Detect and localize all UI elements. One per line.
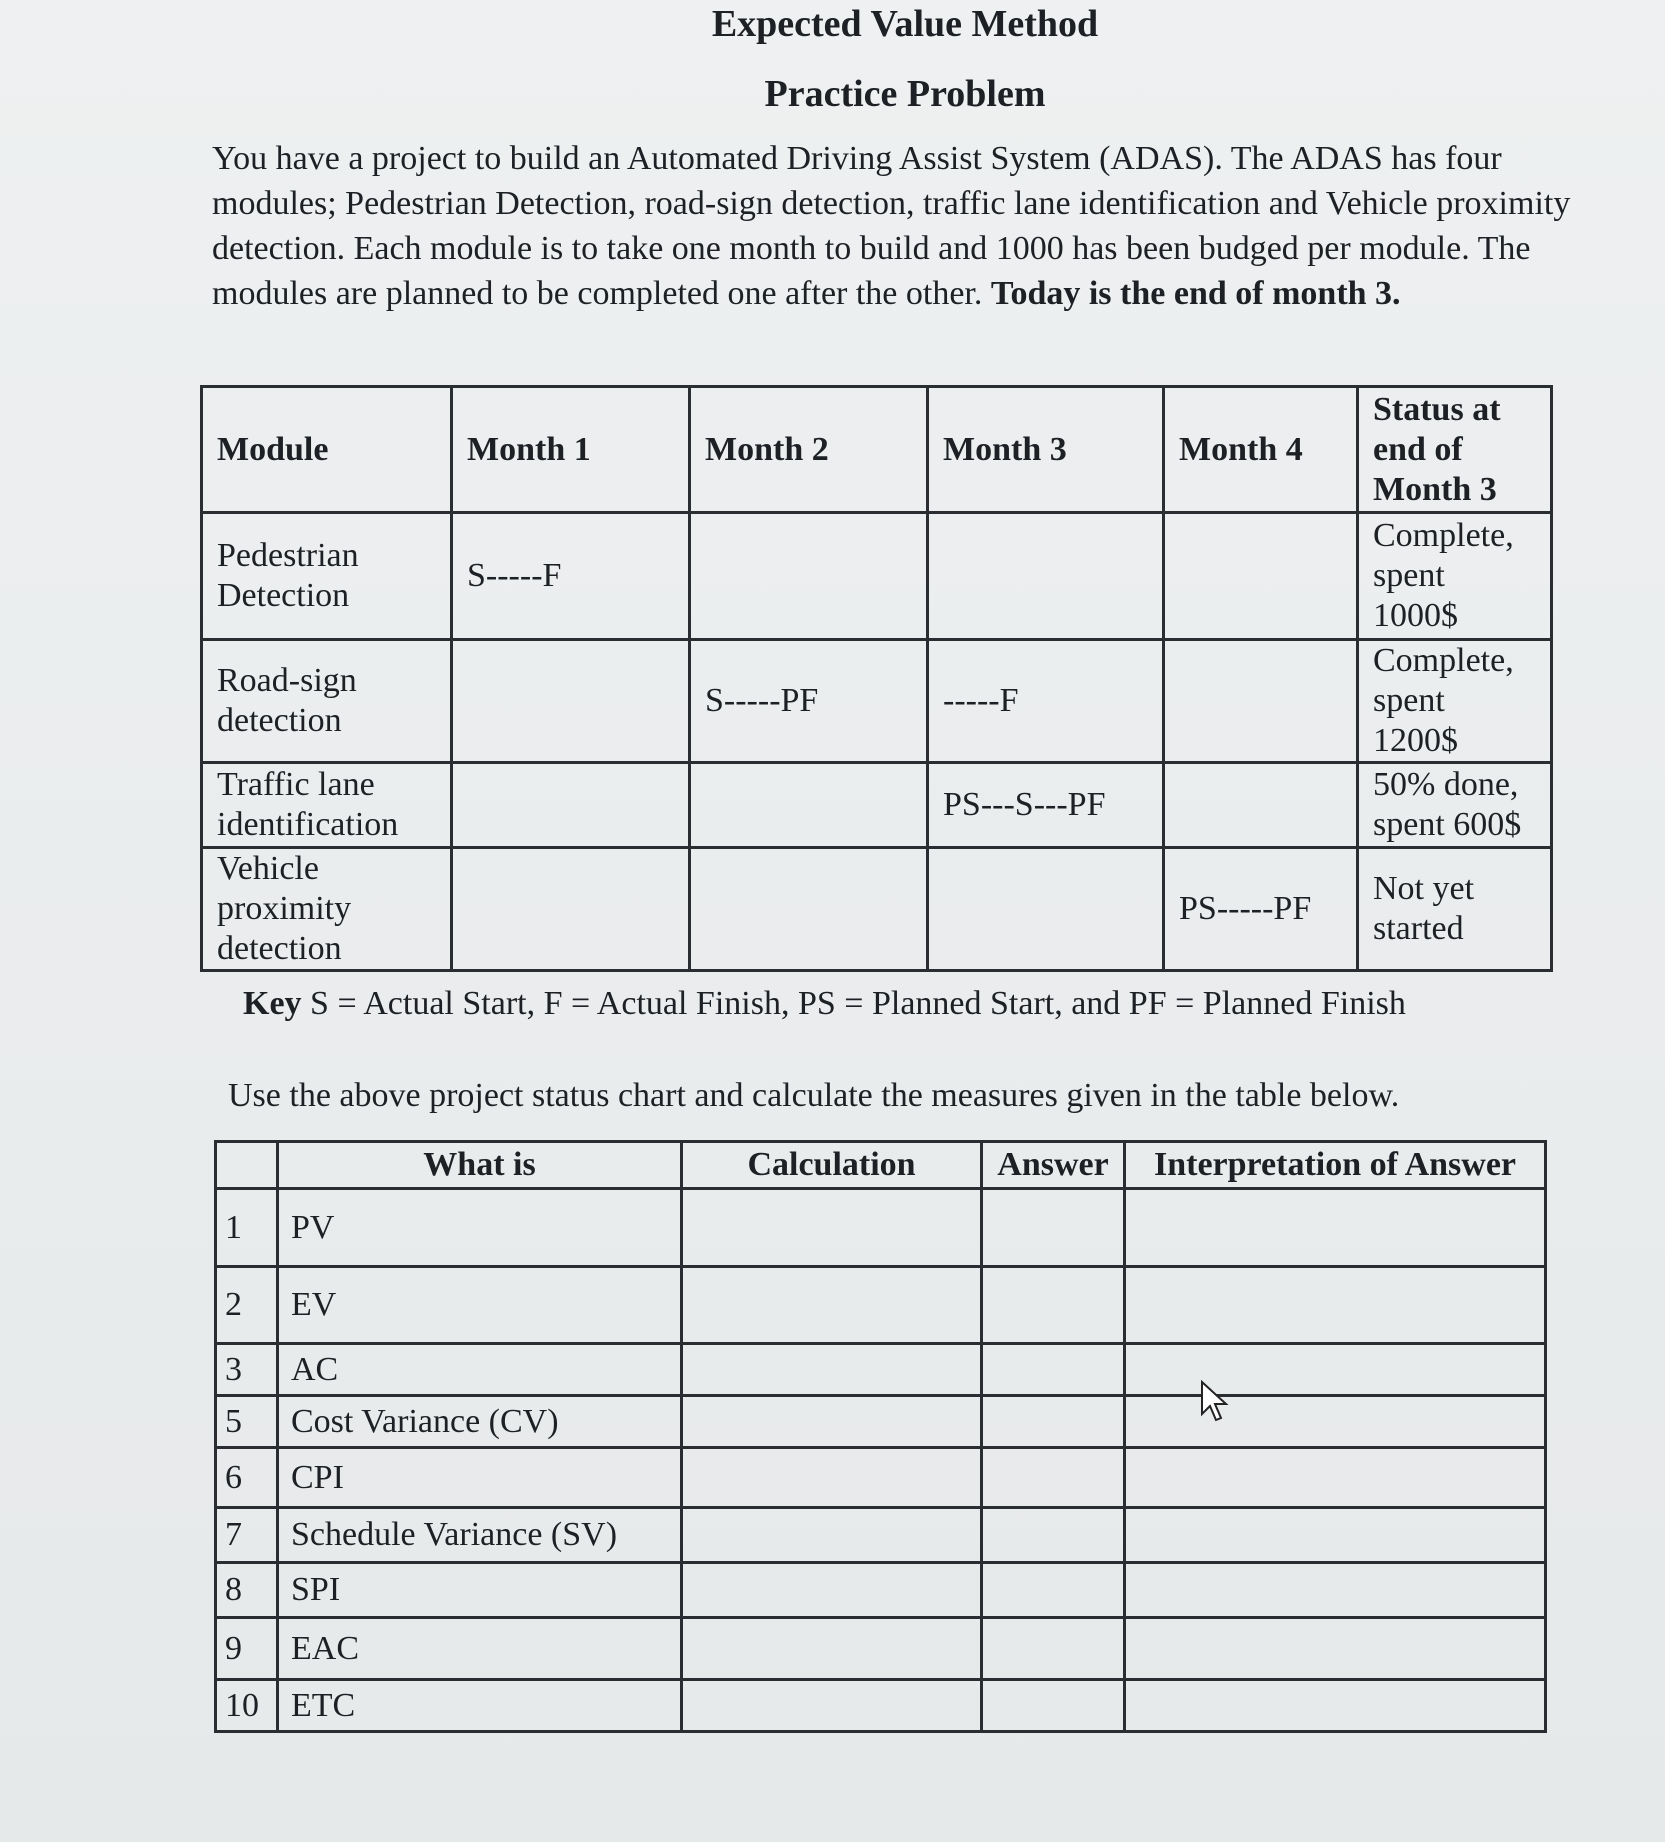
measure-name: SPI <box>278 1563 682 1618</box>
col-header-module: Module <box>202 387 452 513</box>
col-header-month-4: Month 4 <box>1164 387 1358 513</box>
table-row <box>202 513 1552 640</box>
answer-cell[interactable] <box>982 1563 1125 1618</box>
status-cell: Complete, spent 1200$ <box>1358 640 1552 763</box>
row-number: 8 <box>216 1563 278 1618</box>
table-row <box>202 763 1552 848</box>
calculation-cell[interactable] <box>682 1344 982 1396</box>
measure-name: Schedule Variance (SV) <box>278 1508 682 1563</box>
answer-cell[interactable] <box>982 1344 1125 1396</box>
answer-cell[interactable] <box>982 1508 1125 1563</box>
key-text: S = Actual Start, F = Actual Finish, PS = Planned Start, and PF = Planned Finish <box>310 985 1406 1022</box>
module-name: Vehicle proximity detection <box>202 848 452 971</box>
module-name: Road-sign detection <box>202 640 452 763</box>
table-row <box>202 640 1552 763</box>
month-1-cell: S-----F <box>452 513 690 640</box>
table-row <box>216 1618 1546 1680</box>
table-row <box>216 1267 1546 1344</box>
row-number: 7 <box>216 1508 278 1563</box>
measure-name: EV <box>278 1267 682 1344</box>
calculation-cell[interactable] <box>682 1508 982 1563</box>
row-number: 10 <box>216 1680 278 1732</box>
measure-name: Cost Variance (CV) <box>278 1396 682 1448</box>
month-3-cell: -----F <box>928 640 1164 763</box>
status-cell: Complete, spent 1000$ <box>1358 513 1552 640</box>
intro-bold-text: Today is the end of month 3. <box>990 275 1401 312</box>
month-1-cell <box>452 640 690 763</box>
table-row <box>216 1396 1546 1448</box>
col-header-status: Status at end of Month 3 <box>1358 387 1552 513</box>
table-row <box>216 1189 1546 1267</box>
answer-cell[interactable] <box>982 1680 1125 1732</box>
interpretation-cell[interactable] <box>1125 1618 1546 1680</box>
month-1-cell <box>452 763 690 848</box>
table-row <box>216 1448 1546 1508</box>
month-3-cell <box>928 513 1164 640</box>
calculation-table <box>214 1140 1547 1733</box>
row-number: 1 <box>216 1189 278 1267</box>
month-4-cell: PS-----PF <box>1164 848 1358 971</box>
col-header-calculation: Calculation <box>682 1142 982 1189</box>
answer-cell[interactable] <box>982 1189 1125 1267</box>
page-subtitle: Practice Problem <box>764 73 1046 115</box>
interpretation-cell[interactable] <box>1125 1508 1546 1563</box>
interpretation-cell[interactable] <box>1125 1563 1546 1618</box>
month-2-cell <box>690 763 928 848</box>
calculation-cell[interactable] <box>682 1680 982 1732</box>
module-name: Pedestrian Detection <box>202 513 452 640</box>
col-header-month-1: Month 1 <box>452 387 690 513</box>
row-number: 6 <box>216 1448 278 1508</box>
mouse-pointer-icon <box>1200 1380 1230 1424</box>
answer-cell[interactable] <box>982 1396 1125 1448</box>
row-number: 5 <box>216 1396 278 1448</box>
interpretation-cell[interactable] <box>1125 1396 1546 1448</box>
calculation-cell[interactable] <box>682 1563 982 1618</box>
table-row <box>216 1344 1546 1396</box>
interpretation-cell[interactable] <box>1125 1267 1546 1344</box>
answer-cell[interactable] <box>982 1448 1125 1508</box>
legend-key <box>243 985 1406 1023</box>
answer-cell[interactable] <box>982 1267 1125 1344</box>
month-2-cell <box>690 848 928 971</box>
col-header-number <box>216 1142 278 1189</box>
table-row <box>216 1680 1546 1732</box>
measure-name: CPI <box>278 1448 682 1508</box>
table-row <box>216 1563 1546 1618</box>
calc-header-row <box>216 1142 1546 1189</box>
measure-name: PV <box>278 1189 682 1267</box>
calculation-cell[interactable] <box>682 1618 982 1680</box>
month-3-cell: PS---S---PF <box>928 763 1164 848</box>
month-1-cell <box>452 848 690 971</box>
measure-name: EAC <box>278 1618 682 1680</box>
instruction-text: Use the above project status chart and calculate the measures given in the table below. <box>228 1077 1400 1114</box>
answer-cell[interactable] <box>982 1618 1125 1680</box>
table-row <box>202 848 1552 971</box>
table-row <box>216 1508 1546 1563</box>
calculation-cell[interactable] <box>682 1267 982 1344</box>
calculation-cell[interactable] <box>682 1448 982 1508</box>
page-title: Expected Value Method <box>711 3 1099 45</box>
month-4-cell <box>1164 763 1358 848</box>
row-number: 2 <box>216 1267 278 1344</box>
status-cell: 50% done, spent 600$ <box>1358 763 1552 848</box>
measure-name: AC <box>278 1344 682 1396</box>
status-header-row <box>202 387 1552 513</box>
intro-text: You have a project to build an Automated Driving Assist System (ADAS). The ADAS has four modules; Pedestrian Detection, road-sign detection, traffic lane identification and Vehicle proximity detection. Each module is to take one month to build and 1000 has been budged per module. The modules are planned to be completed one after the other. <box>212 140 1571 312</box>
col-header-month-3: Month 3 <box>928 387 1164 513</box>
col-header-what-is: What is <box>278 1142 682 1189</box>
key-label: Key <box>243 985 302 1022</box>
module-name: Traffic lane identification <box>202 763 452 848</box>
col-header-answer: Answer <box>982 1142 1125 1189</box>
month-2-cell: S-----PF <box>690 640 928 763</box>
interpretation-cell[interactable] <box>1125 1680 1546 1732</box>
calculation-cell[interactable] <box>682 1189 982 1267</box>
calculation-cell[interactable] <box>682 1396 982 1448</box>
month-4-cell <box>1164 640 1358 763</box>
intro-paragraph <box>212 136 1572 316</box>
status-cell: Not yet started <box>1358 848 1552 971</box>
project-status-table <box>200 385 1553 972</box>
row-number: 3 <box>216 1344 278 1396</box>
interpretation-cell[interactable] <box>1125 1344 1546 1396</box>
row-number: 9 <box>216 1618 278 1680</box>
col-header-month-2: Month 2 <box>690 387 928 513</box>
month-2-cell <box>690 513 928 640</box>
month-4-cell <box>1164 513 1358 640</box>
month-3-cell <box>928 848 1164 971</box>
interpretation-cell[interactable] <box>1125 1189 1546 1267</box>
measure-name: ETC <box>278 1680 682 1732</box>
col-header-interpretation: Interpretation of Answer <box>1125 1142 1546 1189</box>
interpretation-cell[interactable] <box>1125 1448 1546 1508</box>
